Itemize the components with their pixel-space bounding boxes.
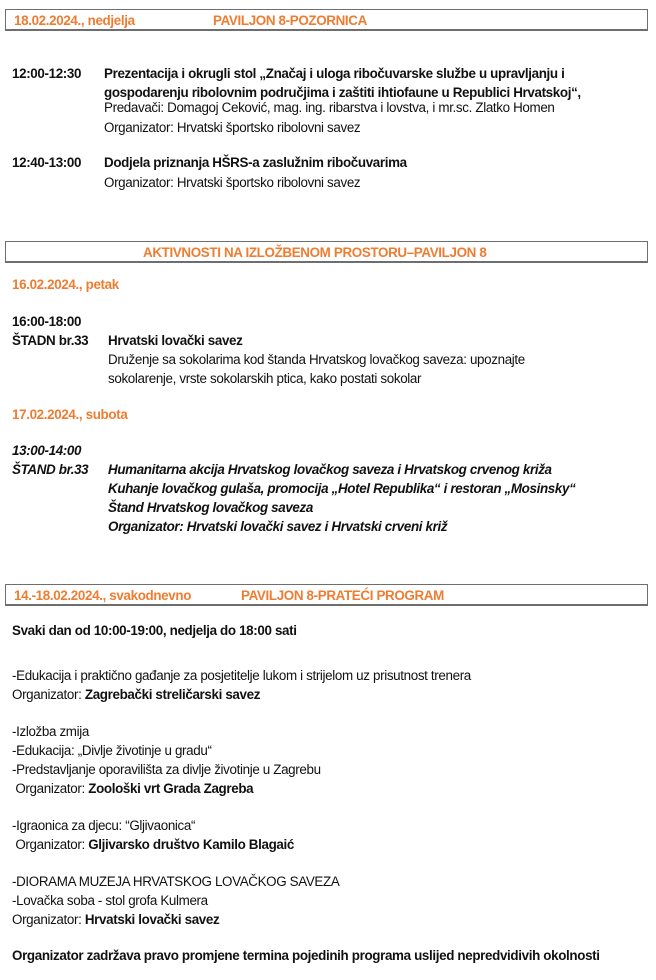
event-title-cont: gospodarenju ribolovnim područjima i zaštiti ihtiofaune u Republici Hrvatskoj“, xyxy=(104,85,581,100)
event-desc: Štand Hrvatskog lovačkog saveza xyxy=(108,500,313,515)
event-organizer: Organizator: Hrvatski športsko ribolovni savez xyxy=(104,120,361,135)
program-item: -Edukacija i praktično gađanje za posjetitelje lukom i strijelom uz prisutnost trenera xyxy=(12,668,471,683)
disclaimer: Organizator zadržava pravo promjene termina pojedinih programa uslijed nepredvidivih okolnosti xyxy=(12,948,600,963)
organizer-name: Zagrebački streličarski savez xyxy=(84,687,261,702)
stand-label: ŠTAND br.33 xyxy=(12,462,89,477)
day-date: 17.02.2024., subota xyxy=(12,407,128,422)
event-time: 13:00-14:00 xyxy=(12,443,82,458)
stage-date: 18.02.2024., nedjelja xyxy=(14,13,135,28)
organizer-name: Gljivarsko društvo Kamilo Blagaić xyxy=(88,837,294,852)
stage-header-bar xyxy=(5,9,648,31)
event-title: Prezentacija i okrugli stol „Značaj i uloga ribočuvarske službe u upravljanju i xyxy=(104,66,565,81)
event-organizer: Organizator: Hrvatski lovački savez i Hrvatski crveni križ xyxy=(108,519,448,534)
program-organizer xyxy=(12,685,260,704)
program-organizer xyxy=(12,910,219,929)
event-time: 12:40-13:00 xyxy=(12,155,82,170)
event-title: Humanitarna akcija Hrvatskog lovačkog saveza i Hrvatskog crvenog križa xyxy=(108,462,552,477)
day-date: 16.02.2024., petak xyxy=(12,277,119,292)
side-program-venue: PAVILJON 8-PRATEĆI PROGRAM xyxy=(241,588,444,603)
event-time: 12:00-12:30 xyxy=(12,66,82,81)
program-organizer xyxy=(12,835,294,854)
event-desc: Druženje sa sokolarima kod štanda Hrvatskog lovačkog saveza: upoznajte xyxy=(108,352,525,367)
side-program-header-bar xyxy=(5,584,648,606)
event-time: 16:00-18:00 xyxy=(12,314,82,329)
event-title: Dodjela priznanja HŠRS-a zaslužnim ribočuvarima xyxy=(104,155,407,170)
organizer-label: Organizator: xyxy=(12,912,85,927)
program-organizer xyxy=(12,779,253,798)
stage-venue: PAVILJON 8-POZORNICA xyxy=(213,13,367,28)
opening-hours: Svaki dan od 10:00-19:00, nedjelja do 18:00 sati xyxy=(12,623,297,638)
event-speakers: Predavači: Domagoj Ceković, mag. ing. ribarstva i lovstva, i mr.sc. Zlatko Homen xyxy=(104,100,555,115)
event-desc: sokolarenje, vrste sokolarskih ptica, kako postati sokolar xyxy=(108,371,422,386)
stand-label: ŠTADN br.33 xyxy=(12,333,89,348)
exhibit-header-bar xyxy=(5,241,648,263)
exhibit-heading: AKTIVNOSTI NA IZLOŽBENOM PROSTORU–PAVILJON 8 xyxy=(143,245,487,260)
program-item: -Izložba zmija xyxy=(12,724,89,739)
organizer-name: Zoološki vrt Grada Zagreba xyxy=(88,781,254,796)
event-desc: Kuhanje lovačkog gulaša, promocija „Hotel Republika“ i restoran „Mosinsky“ xyxy=(108,481,576,496)
organizer-label: Organizator: xyxy=(12,837,89,852)
event-title: Hrvatski lovački savez xyxy=(108,333,243,348)
organizer-label: Organizator: xyxy=(12,781,89,796)
event-organizer: Organizator: Hrvatski športsko ribolovni savez xyxy=(104,175,361,190)
program-item: -Igraonica za djecu: “Gljivaonica“ xyxy=(12,818,196,833)
program-item: -Predstavljanje oporavilišta za divlje životinje u Zagrebu xyxy=(12,762,321,777)
program-item: -Edukacija: „Divlje životinje u gradu“ xyxy=(12,743,212,758)
organizer-label: Organizator: xyxy=(12,687,85,702)
program-item: -DIORAMA MUZEJA HRVATSKOG LOVAČKOG SAVEZA xyxy=(12,874,340,889)
side-program-date: 14.-18.02.2024., svakodnevno xyxy=(14,588,192,603)
organizer-name: Hrvatski lovački savez xyxy=(84,912,220,927)
program-item: -Lovačka soba - stol grofa Kulmera xyxy=(12,893,208,908)
